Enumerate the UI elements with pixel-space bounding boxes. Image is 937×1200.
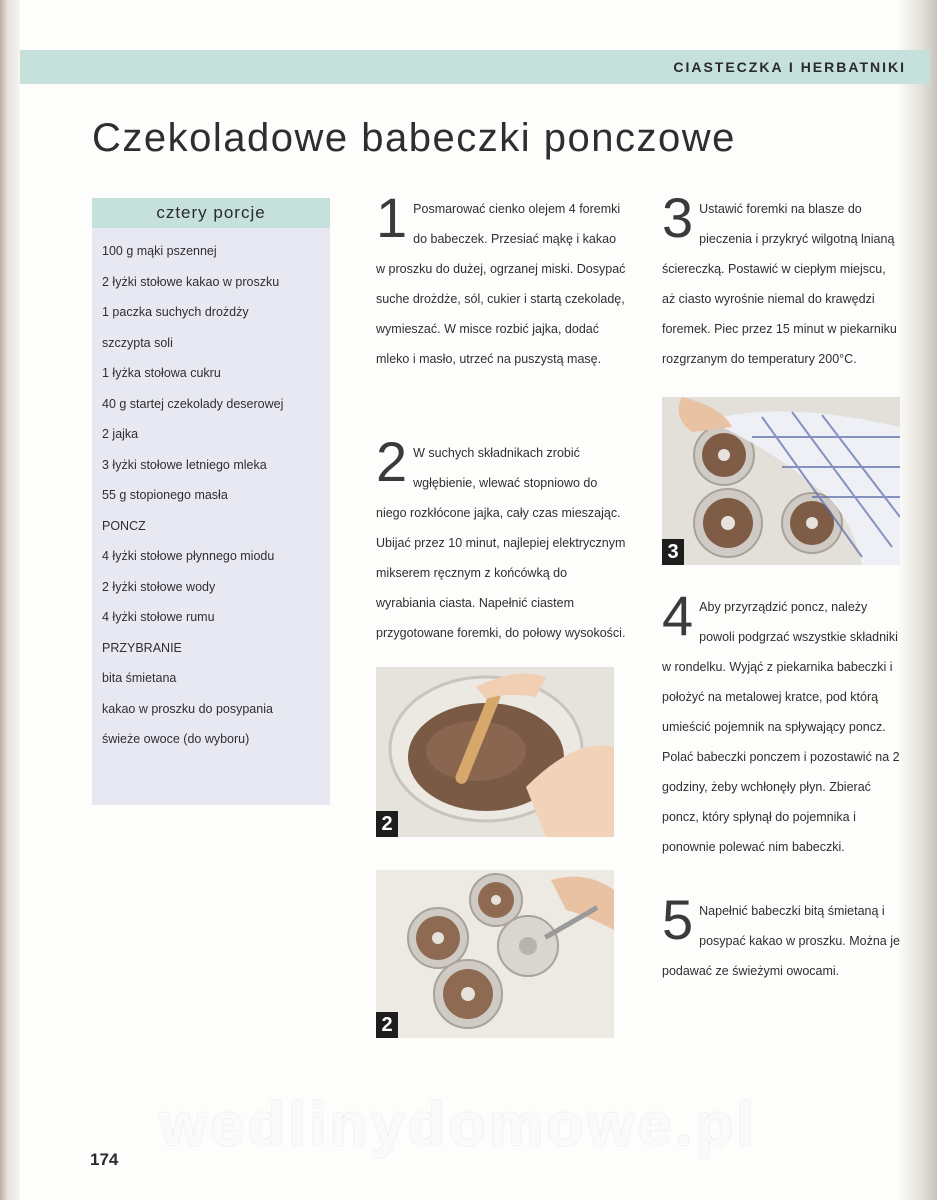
section-label: CIASTECZKA I HERBATNIKI [673, 59, 906, 75]
covered-tins-illustration [662, 397, 900, 565]
step-text: Posmarować cienko olejem 4 foremki do babeczek. Przesiać mąkę i kakao w proszku do dużej, ogrzanej miski. Dosypać suche drożdże, sól, cukier i startą czekoladę, wymieszać. W misce rozbić jajka, dodać mleko i masło, utrzeć na puszystą masę. [376, 202, 626, 366]
step-1 [376, 186, 626, 374]
page-binding-right [897, 0, 937, 1200]
step-number: 1 [376, 186, 408, 249]
step-text: Napełnić babeczki bitą śmietaną i posypać kakao w proszku. Można je podawać ze świeżymi owocami. [662, 904, 900, 978]
ingredient-item: 4 łyżki stołowe rumu [102, 610, 215, 624]
photo-step-2-mixing [376, 667, 614, 837]
ingredient-item: 55 g stopionego masła [102, 488, 228, 502]
step-text: Ustawić foremki na blasze do pieczenia i przykryć wilgotną lnianą ściereczką. Postawić w ciepłym miejscu, aż ciasto wyrośnie niemal do krawędzi foremek. Piec przez 15 minut w piekarniku rozgrzanym do temperatury 200°C. [662, 202, 897, 366]
ingredient-list [92, 228, 330, 755]
ingredient-item: 3 łyżki stołowe letniego mleka [102, 457, 267, 472]
ingredient-item: 4 łyżki stołowe płynnego miodu [102, 549, 275, 563]
ingredients-box [92, 198, 330, 805]
photo-step-label: 3 [662, 539, 684, 565]
step-3 [662, 186, 902, 374]
photo-step-2-filling-tins [376, 870, 614, 1038]
ingredient-section-heading: PONCZ [102, 518, 146, 533]
ingredient-item: 2 jajka [102, 427, 139, 441]
step-number: 4 [662, 584, 694, 647]
recipe-title: Czekoladowe babeczki ponczowe [92, 116, 736, 160]
step-number: 2 [376, 430, 408, 493]
ingredient-item: 2 łyżki stołowe wody [102, 579, 216, 594]
servings-heading: cztery porcje [92, 198, 330, 228]
ingredient-item: 100 g mąki pszennej [102, 244, 217, 258]
ingredient-item: kakao w proszku do posypania [102, 701, 273, 716]
photo-step-3-covered-tins [662, 397, 900, 565]
photo-step-label: 2 [376, 811, 398, 837]
step-number: 3 [662, 186, 694, 249]
photo-step-label: 2 [376, 1012, 398, 1038]
filled-tins-illustration [376, 870, 614, 1038]
ingredient-item: szczypta soli [102, 335, 173, 350]
ingredient-item: 1 paczka suchych drożdży [102, 305, 249, 319]
ingredient-item: 40 g startej czekolady deserowej [102, 396, 284, 411]
ingredient-item: 1 łyżka stołowa cukru [102, 366, 221, 380]
step-number: 5 [662, 888, 694, 951]
ingredient-item: 2 łyżki stołowe kakao w proszku [102, 274, 280, 289]
watermark: wedlinydomowe.pl [160, 1091, 758, 1158]
ingredient-item: bita śmietana [102, 671, 177, 685]
step-2 [376, 430, 626, 648]
mixing-bowl-illustration [376, 667, 614, 837]
step-4 [662, 584, 902, 862]
page-binding-left [0, 0, 20, 1200]
step-text: Aby przyrządzić poncz, należy powoli podgrzać wszystkie składniki w rondelku. Wyjąć z piekarnika babeczki i położyć na metalowej kratce, pod którą umieścić pojemnik na spływający poncz. Polać babeczki ponczem i pozostawić na 2 godziny, żeby wchłonęły płyn. Zbierać poncz, który spłynął do pojemnika i ponownie polewać nim babeczki. [662, 600, 900, 854]
ingredient-item: świeże owoce (do wyboru) [102, 732, 250, 746]
section-header-band [20, 50, 930, 84]
ingredient-section-heading: PRZYBRANIE [102, 640, 182, 655]
step-text: W suchych składnikach zrobić wgłębienie, wlewać stopniowo do niego rozkłócone jajka, cały czas mieszając. Ubijać przez 10 minut, najlepiej elektrycznym mikserem ręcznym z końcówką do wyrabiania ciasta. Napełnić ciastem przygotowane foremki, do połowy wysokości. [376, 446, 626, 640]
step-5 [662, 888, 902, 986]
page-number: 174 [90, 1150, 119, 1169]
